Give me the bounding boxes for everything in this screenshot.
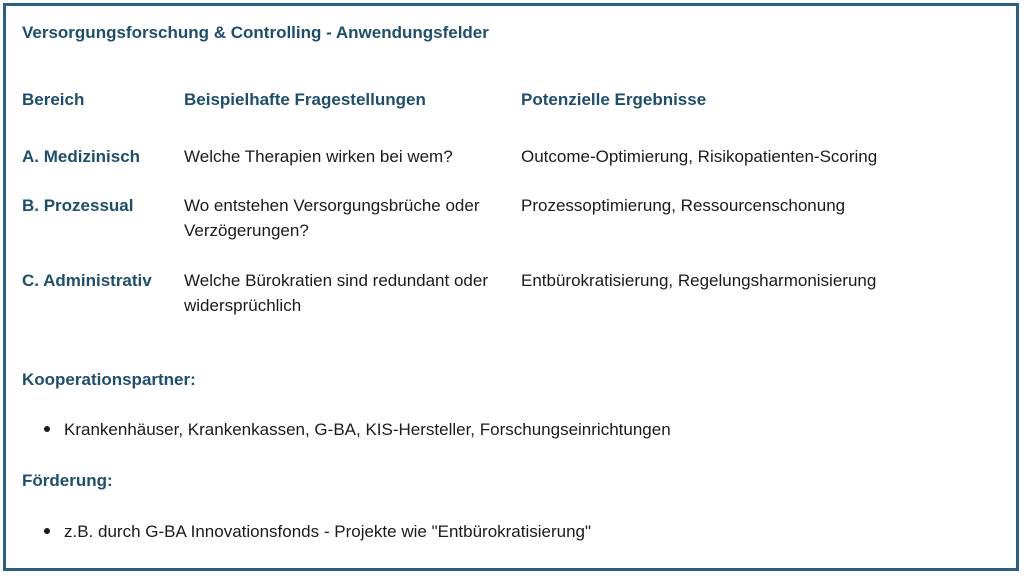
table-cell-result: Outcome-Optimierung, Risikopatienten-Scoring bbox=[521, 147, 878, 166]
bullet-icon bbox=[44, 528, 50, 534]
funding-list-item-text: z.B. durch G-BA Innovationsfonds - Projekte wie "Entbürokratisierung" bbox=[64, 522, 592, 541]
table-cell-result: Prozessoptimierung, Ressourcenschonung bbox=[521, 196, 846, 215]
page-title: Versorgungsforschung & Controlling - Anwendungsfelder bbox=[22, 23, 489, 42]
bullet-icon bbox=[44, 426, 50, 432]
table-header-ergebnisse: Potenzielle Ergebnisse bbox=[521, 90, 707, 109]
table-cell-question: Welche Bürokratien sind redundant oder widersprüchlich bbox=[184, 271, 488, 315]
table-cell-question: Wo entstehen Versorgungsbrüche oder Verzögerungen? bbox=[184, 196, 480, 240]
table-cell-area: A. Medizinisch bbox=[22, 147, 141, 166]
table-cell-result: Entbürokratisierung, Regelungsharmonisierung bbox=[521, 271, 877, 290]
table-cell-question: Welche Therapien wirken bei wem? bbox=[184, 147, 453, 166]
table-header-bereich: Bereich bbox=[22, 90, 85, 109]
table-cell-area: B. Prozessual bbox=[22, 196, 134, 215]
table-header-fragestellungen: Beispielhafte Fragestellungen bbox=[184, 90, 426, 109]
partners-heading: Kooperationspartner: bbox=[22, 370, 196, 389]
funding-list-item bbox=[44, 522, 591, 542]
funding-heading: Förderung: bbox=[22, 471, 113, 490]
partners-list-item-text: Krankenhäuser, Krankenkassen, G-BA, KIS-Hersteller, Forschungseinrichtungen bbox=[64, 420, 671, 439]
partners-list-item bbox=[44, 420, 671, 440]
table-cell-area: C. Administrativ bbox=[22, 271, 152, 290]
slide-frame bbox=[3, 3, 1019, 571]
